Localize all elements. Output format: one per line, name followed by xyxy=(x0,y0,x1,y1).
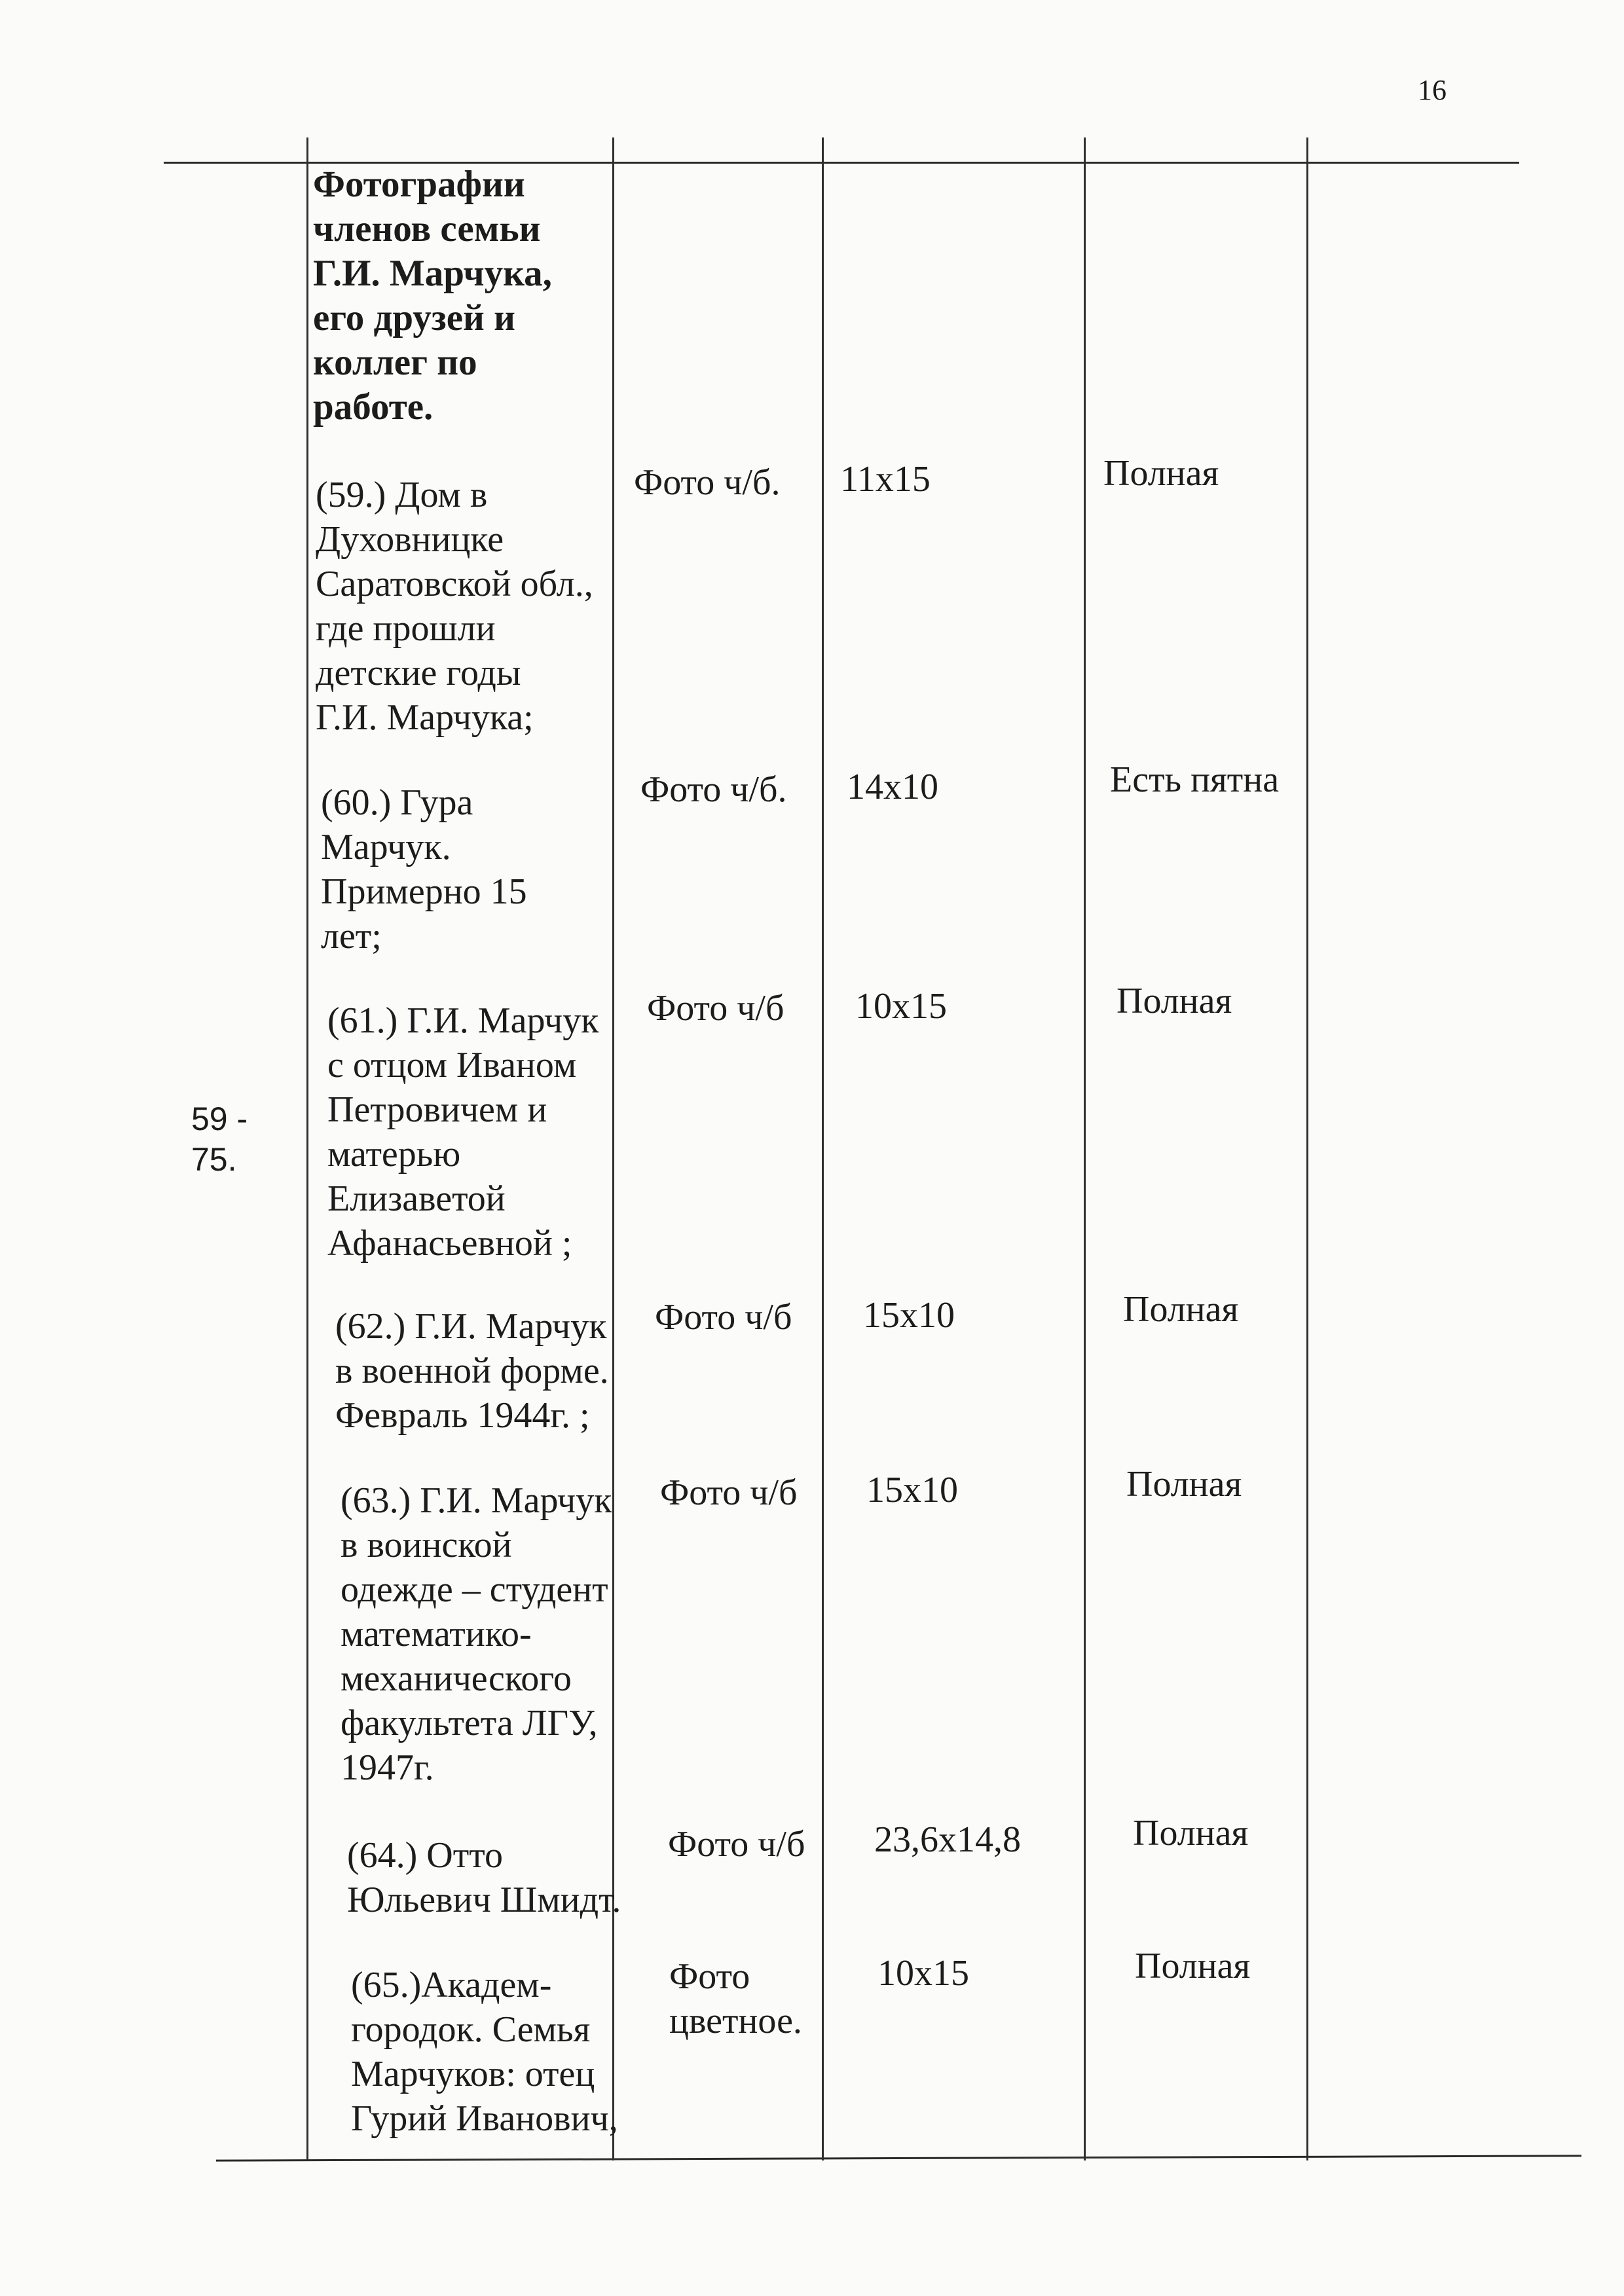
row-type xyxy=(640,767,786,812)
description-line: детские годы xyxy=(316,653,521,693)
description-line: (60.) Гура xyxy=(321,782,473,823)
section-heading xyxy=(313,162,552,429)
section-heading-line: Фотографии xyxy=(313,164,525,205)
description-line: Марчуков: отец xyxy=(351,2054,595,2094)
description-line: одежде – студент xyxy=(341,1569,608,1610)
row-size: 14x10 xyxy=(847,767,938,807)
type-line: Фото ч/б xyxy=(668,1824,805,1865)
description-line: 1947г. xyxy=(341,1747,434,1788)
type-line: Фото ч/б xyxy=(660,1472,798,1513)
description-line: лет; xyxy=(321,916,382,957)
row-condition: Полная xyxy=(1126,1464,1242,1504)
row-condition: Полная xyxy=(1123,1289,1239,1330)
description-line: Афанасьевной ; xyxy=(327,1223,572,1264)
description-line: в военной форме. xyxy=(335,1351,609,1391)
description-line: Примерно 15 xyxy=(321,871,527,912)
column-divider-3 xyxy=(822,137,824,2160)
row-type xyxy=(634,460,780,505)
row-type xyxy=(669,1954,802,2043)
row-size: 15x10 xyxy=(866,1470,958,1510)
description-line: Духовницке xyxy=(316,519,504,560)
table-bottom-border xyxy=(216,2155,1581,2161)
row-description xyxy=(316,473,593,740)
description-line: (59.) Дом в xyxy=(316,475,488,515)
description-line: где прошли xyxy=(316,608,496,649)
type-line: Фото ч/б xyxy=(655,1297,792,1338)
description-line: механического xyxy=(341,1658,572,1699)
section-heading-line: коллег по xyxy=(313,342,477,383)
section-heading-line: работе. xyxy=(313,386,434,428)
row-type xyxy=(668,1822,805,1867)
description-line: Петровичем и xyxy=(327,1089,547,1130)
row-type xyxy=(660,1470,797,1515)
item-range-label xyxy=(191,1099,248,1180)
section-heading-line: членов семьи xyxy=(313,208,541,249)
description-line: (63.) Г.И. Марчук xyxy=(341,1480,612,1521)
row-description xyxy=(347,1833,621,1922)
item-range-label-line: 75. xyxy=(191,1141,237,1178)
description-line: Саратовской обл., xyxy=(316,564,593,604)
description-line: Г.И. Марчука; xyxy=(316,697,534,738)
description-line: в воинской xyxy=(341,1525,512,1565)
row-size: 23,6x14,8 xyxy=(874,1819,1021,1860)
row-condition: Полная xyxy=(1133,1813,1249,1853)
description-line: (65.)Академ- xyxy=(351,1965,552,2005)
row-condition: Полная xyxy=(1103,453,1219,494)
row-size: 10x15 xyxy=(877,1953,969,1994)
type-line: Фото ч/б xyxy=(647,988,784,1029)
row-size: 10x15 xyxy=(855,986,947,1027)
section-heading-line: его друзей и xyxy=(313,297,515,338)
item-range-label-line: 59 - xyxy=(191,1101,248,1137)
description-line: (62.) Г.И. Марчук xyxy=(335,1306,607,1347)
type-line: цветное. xyxy=(669,2001,802,2041)
description-line: Елизаветой xyxy=(327,1178,506,1219)
type-line: Фото ч/б. xyxy=(640,769,787,810)
row-condition: Полная xyxy=(1135,1946,1251,1986)
description-line: (64.) Отто xyxy=(347,1835,503,1876)
type-line: Фото ч/б. xyxy=(634,462,781,503)
row-type xyxy=(655,1295,792,1339)
row-description xyxy=(351,1963,618,2141)
row-condition: Есть пятна xyxy=(1110,759,1280,800)
page-number: 16 xyxy=(1418,74,1447,106)
column-divider-5 xyxy=(1306,137,1308,2160)
description-line: с отцом Иваном xyxy=(327,1045,577,1085)
row-size: 15x10 xyxy=(863,1295,955,1336)
column-divider-1 xyxy=(306,137,308,2160)
description-line: факультета ЛГУ, xyxy=(341,1703,598,1743)
row-description xyxy=(335,1304,609,1438)
row-description xyxy=(341,1478,612,1790)
description-line: Гурий Иванович, xyxy=(351,2098,618,2139)
type-line: Фото xyxy=(669,1956,750,1997)
row-condition: Полная xyxy=(1116,981,1232,1021)
row-type xyxy=(647,986,784,1030)
description-line: матерью xyxy=(327,1134,461,1175)
description-line: (61.) Г.И. Марчук xyxy=(327,1000,599,1041)
description-line: Марчук. xyxy=(321,827,451,867)
description-line: Юльевич Шмидт. xyxy=(347,1880,621,1920)
description-line: Февраль 1944г. ; xyxy=(335,1395,590,1436)
description-line: математико- xyxy=(341,1614,532,1654)
description-line: городок. Семья xyxy=(351,2009,591,2050)
row-description xyxy=(321,780,527,958)
row-description xyxy=(327,998,599,1266)
section-heading-line: Г.И. Марчука, xyxy=(313,253,552,294)
column-divider-4 xyxy=(1084,137,1086,2160)
row-size: 11x15 xyxy=(840,459,931,500)
